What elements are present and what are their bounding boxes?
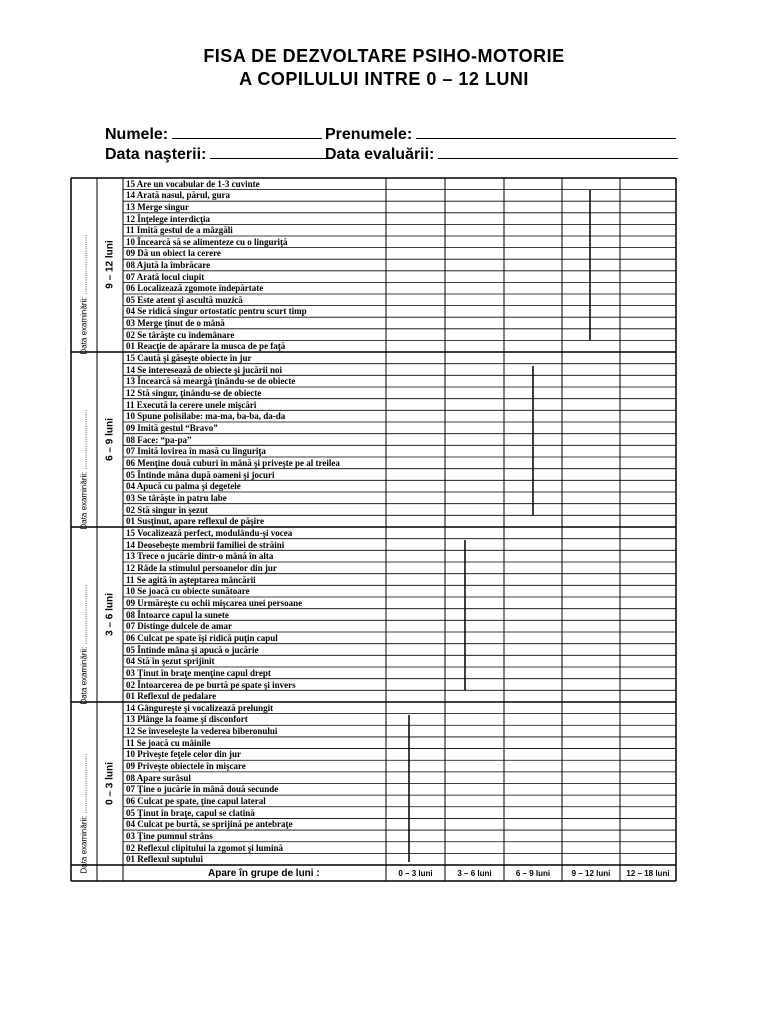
- item-row-text: 02 Întoarcerea de pe burtă pe spate şi invers: [126, 679, 296, 690]
- item-row-text: 04 Apucă cu palma şi degetele: [126, 481, 241, 492]
- item-row-text: 09 Urmăreşte cu ochii mişcarea unei persoane: [126, 597, 303, 608]
- item-row-text: 02 Stă singur în şezut: [126, 504, 208, 515]
- item-row-text: 15 Are un vocabular de 1-3 cuvinte: [126, 178, 260, 189]
- item-row-text: 07 Distinge dulcele de amar: [126, 621, 232, 632]
- item-row-text: 01 Susţinut, apare reflexul de păşire: [126, 516, 265, 527]
- item-row-text: 11 Se agită în aşteptarea mâncării: [126, 574, 256, 585]
- item-row-text: 06 Localizează zgomote îndepărtate: [126, 283, 264, 294]
- item-row-text: 11 Execută la cerere unele mişcări: [126, 399, 257, 410]
- item-row-text: 07 Arată locul ciupit: [126, 271, 205, 282]
- title-line-1: FISA DE DEZVOLTARE PSIHO-MOTORIE: [203, 46, 565, 66]
- item-row-text: 10 Încearcă să se alimenteze cu o linguriţă: [126, 236, 288, 247]
- exam-date-label: Data examinării: ...........................: [79, 752, 89, 874]
- exam-date-label: Data examinării: ...........................: [79, 583, 89, 705]
- item-row-text: 04 Se ridică singur ortostatic pentru scurt timp: [126, 306, 307, 317]
- item-row-text: 04 Stă în şezut sprijinit: [126, 656, 215, 667]
- footer-column-label: 9 – 12 luni: [571, 869, 611, 878]
- item-row-text: 01 Reacţie de apărare la musca de pe faţă: [126, 341, 286, 352]
- footer-column-label: 3 – 6 luni: [457, 869, 492, 878]
- item-row-text: 08 Apare surâsul: [126, 772, 191, 783]
- item-row-text: 03 Ţine pumnul strâns: [126, 830, 213, 841]
- item-row-text: 06 Menţine două cuburi în mână şi priveşte pe al treilea: [126, 457, 340, 468]
- item-row-text: 13 Încearcă să meargă ţinându-se de obiecte: [126, 376, 296, 387]
- item-row-text: 07 Ţine o jucărie în mână două secunde: [126, 784, 279, 795]
- item-row-text: 05 Întinde mâna şi apucă o jucărie: [126, 644, 259, 655]
- item-row-text: 12 Râde la stimulul persoanelor din jur: [126, 562, 277, 573]
- item-row-text: 12 Se înveseleşte la vederea biberonului: [126, 726, 278, 737]
- item-row-text: 08 Face: “pa-pa”: [126, 434, 192, 445]
- item-row-text: 11 Imită gestul de a mâzgăli: [126, 225, 233, 236]
- item-row-text: 02 Se târăşte cu îndemânare: [126, 329, 235, 340]
- item-row-text: 05 Ţinut în braţe, capul se clatină: [126, 807, 255, 818]
- item-row-text: 11 Se joacă cu mâinile: [126, 737, 211, 748]
- footer-column-label: 6 – 9 luni: [515, 869, 551, 878]
- item-row-text: 08 Întoarce capul la sunete: [126, 609, 229, 620]
- item-row-text: 03 Ţinut în braţe menţine capul drept: [126, 667, 271, 678]
- item-row-text: 06 Culcat pe spate, ţine capul lateral: [126, 795, 266, 806]
- item-row-text: 13 Merge singur: [126, 202, 189, 212]
- footer-column-label: 0 – 3 luni: [398, 869, 433, 878]
- item-row-text: 14 Arată nasul, părul, gura: [126, 190, 231, 201]
- item-row-text: 02 Reflexul clipitului la zgomot şi lumină: [126, 842, 284, 853]
- item-row-text: 15 Caută şi găseşte obiecte în jur: [126, 352, 252, 363]
- title-line-2: A COPILULUI INTRE 0 – 12 LUNI: [239, 69, 529, 89]
- item-row-text: 12 Stă singur, ţinându-se de obiecte: [126, 387, 262, 398]
- item-row-text: 09 Imită gestul “Bravo”: [126, 422, 218, 433]
- birth-label: Data naşterii:: [105, 146, 207, 163]
- eval-label: Data evaluării:: [325, 146, 435, 163]
- item-row-text: 01 Reflexul suptului: [126, 854, 204, 865]
- item-row-text: 05 Este atent şi ascultă muzică: [126, 294, 243, 305]
- footer-label: Apare în grupe de luni :: [208, 868, 320, 879]
- exam-date-label: Data examinării: ...........................: [79, 234, 89, 355]
- item-row-text: 04 Culcat pe burtă, se sprijină pe antebraţe: [126, 819, 293, 830]
- item-row-text: 09 Priveşte obiectele în mişcare: [126, 761, 246, 772]
- item-row-text: 05 Întinde mâna după oameni şi jocuri: [126, 469, 275, 480]
- age-group-label: 9 – 12 luni: [104, 240, 116, 289]
- age-group-label: 6 – 9 luni: [104, 417, 116, 461]
- item-row-text: 12 Înţelege interdicţia: [126, 213, 210, 224]
- item-row-text: 09 Dă un obiect la cerere: [126, 248, 221, 259]
- item-row-text: 08 Ajută la îmbrăcare: [126, 260, 211, 270]
- item-row-text: 15 Vocalizează perfect, modulându-şi vocea: [126, 527, 293, 538]
- footer-column-label: 12 – 18 luni: [626, 869, 670, 878]
- item-row-text: 03 Merge ţinut de o mână: [126, 318, 225, 328]
- item-row-text: 07 Imită lovirea în masă cu linguriţa: [126, 446, 266, 457]
- item-row-text: 14 Se interesează de obiecte şi jucării noi: [126, 364, 283, 375]
- item-row-text: 06 Culcat pe spate îşi ridică puţin capul: [126, 632, 278, 643]
- age-group-label: 3 – 6 luni: [104, 592, 116, 636]
- name-label: Numele:: [105, 126, 169, 143]
- item-row-text: 03 Se târăşte în patru labe: [126, 492, 227, 503]
- item-row-text: 13 Plânge la foame şi disconfort: [126, 714, 248, 725]
- item-row-text: 14 Deosebeşte membrii familiei de străini: [126, 539, 285, 550]
- item-row-text: 01 Reflexul de pedalare: [126, 691, 217, 702]
- surname-label: Prenumele:: [325, 126, 413, 143]
- item-row-text: 10 Priveşte feţele celor din jur: [126, 749, 242, 760]
- item-row-text: 10 Se joacă cu obiecte sunătoare: [126, 586, 250, 597]
- item-row-text: 10 Spune polisilabe: ma-ma, ba-ba, da-da: [126, 411, 286, 422]
- age-group-label: 0 – 3 luni: [104, 761, 116, 805]
- item-row-text: 14 Gângureşte şi vocalizează prelungit: [126, 702, 274, 713]
- item-row-text: 13 Trece o jucărie dintr-o mână în alta: [126, 551, 274, 562]
- exam-date-label: Data examinării: ...........................: [79, 408, 89, 530]
